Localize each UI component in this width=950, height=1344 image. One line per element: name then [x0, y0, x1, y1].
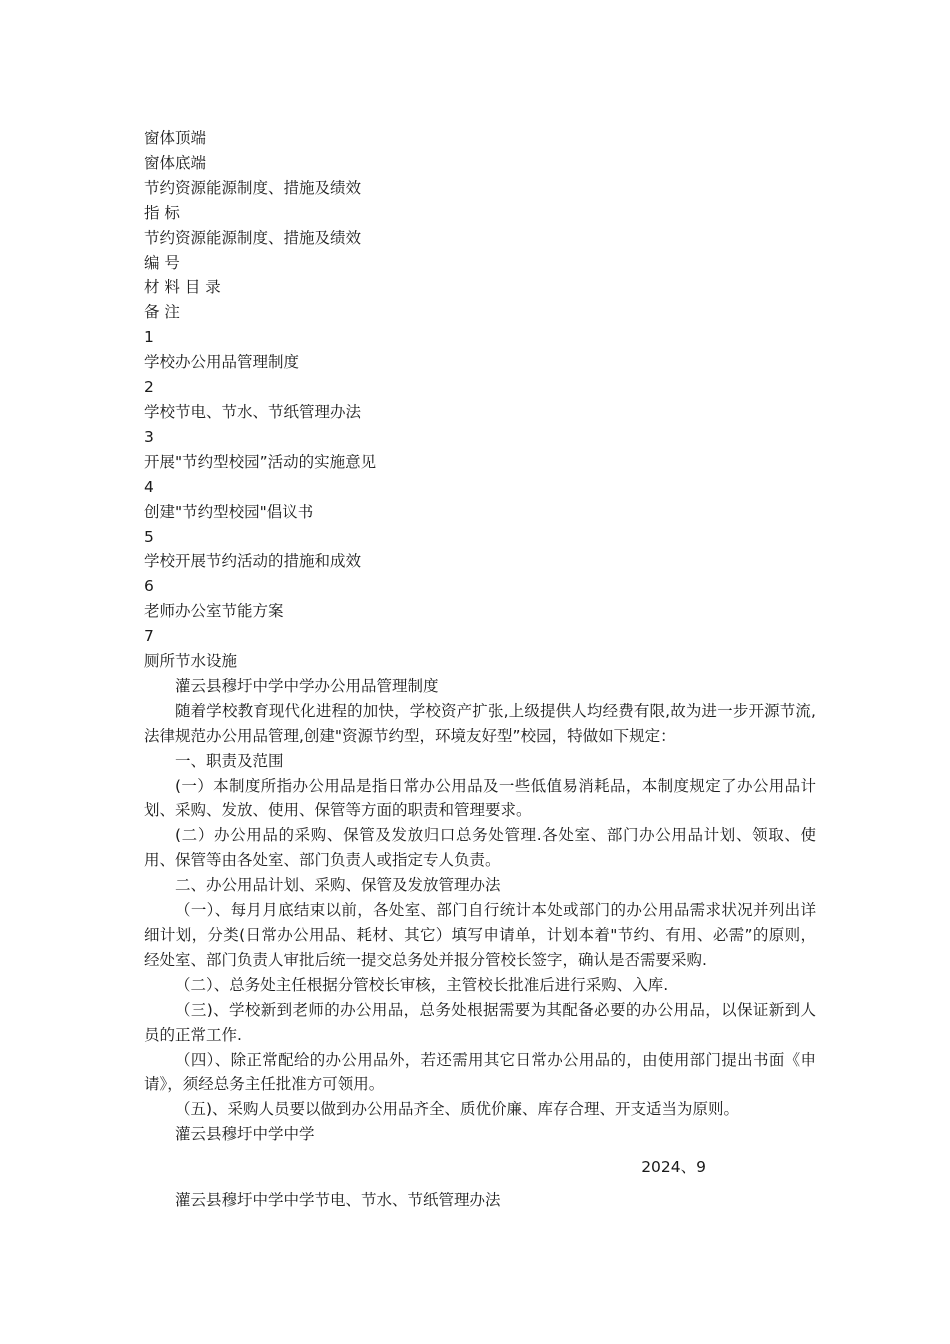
article-office-supplies	[144, 674, 816, 1188]
section-item: （一）、每月月底结束以前，各处室、部门自行统计本处或部门的办公用品需求状况并列出详细计划，分类(日常办公用品、耗材、其它）填写申请单，计划本着"节约、有用、必需”的原则，经处室、部门负责人审批后统一提交总务处并报分管校长签字，确认是否需要采购.	[144, 901, 816, 969]
date: 2024、9	[641, 1158, 706, 1177]
catalog-title: 创建"节约型校园"倡议书	[144, 502, 314, 521]
catalog-title: 开展"节约型校园”活动的实施意见	[144, 452, 377, 471]
section-item: （四）、除正常配给的办公用品外，若还需用其它日常办公用品的，由使用部门提出书面《申请》，须经总务主任批准方可领用。	[144, 1050, 816, 1094]
catalog-title: 学校开展节约活动的措施和成效	[144, 552, 362, 571]
catalog-number: 3	[144, 427, 154, 446]
catalog-number: 7	[144, 627, 154, 646]
catalog-title: 学校节电、节水、节纸管理办法	[144, 402, 362, 421]
section-item: （三)、学校新到老师的办公用品，总务处根据需要为其配备必要的办公用品，以保证新到人员的正常工作.	[144, 1000, 816, 1044]
section-item: （五)、采购人员要以做到办公用品齐全、质优价廉、库存合理、开支适当为原则。	[175, 1100, 740, 1119]
catalog-number: 5	[144, 527, 154, 546]
catalog-number: 1	[144, 328, 154, 347]
catalog-title: 学校办公用品管理制度	[144, 353, 300, 372]
header-line: 节约资源能源制度、措施及绩效	[144, 178, 362, 197]
article-intro: 随着学校教育现代化进程的加快，学校资产扩张,上级提供人均经费有限,故为进一步开源节流,法律规范办公用品管理,创建"资源节约型，环境友好型”校园，特做如下规定：	[144, 701, 816, 745]
section-item: （二）、总务处主任根据分管校长审核，主管校长批准后进行采购、入库.	[175, 975, 669, 994]
header-line: 窗体顶端	[144, 129, 207, 147]
document-body	[144, 126, 816, 1213]
header-line: 指 标	[144, 203, 180, 222]
article-energy-saving	[144, 1188, 816, 1213]
catalog-title: 老师办公室节能方案	[144, 602, 284, 621]
header-line: 节约资源能源制度、措施及绩效	[144, 228, 362, 247]
section-item: (二）办公用品的采购、保管及发放归口总务处管理.各处室、部门办公用品计划、领取、使用、保管等由各处室、部门负责人或指定专人负责。	[144, 826, 816, 870]
header-line: 窗体底端	[144, 153, 207, 172]
section-heading: 二、办公用品计划、采购、保管及发放管理办法	[175, 876, 501, 895]
section-heading: 一、职责及范围	[175, 751, 284, 770]
section-item: (一）本制度所指办公用品是指日常办公用品及一些低值易消耗品，本制度规定了办公用品计划、采购、发放、使用、保管等方面的职责和管理要求。	[144, 776, 816, 820]
catalog-number: 2	[144, 378, 154, 397]
catalog-number: 6	[144, 577, 154, 596]
article-title: 灌云县穆圩中学中学办公用品管理制度	[175, 676, 439, 695]
catalog-list	[144, 325, 816, 674]
catalog-title: 厕所节水设施	[144, 652, 238, 671]
signature: 灌云县穆圩中学中学	[175, 1125, 315, 1144]
header-line: 编 号	[144, 253, 180, 272]
header-line: 备 注	[144, 303, 180, 322]
catalog-number: 4	[144, 477, 154, 496]
article-title: 灌云县穆圩中学中学节电、节水、节纸管理办法	[175, 1191, 501, 1210]
header-line: 材 料 目 录	[144, 278, 221, 297]
